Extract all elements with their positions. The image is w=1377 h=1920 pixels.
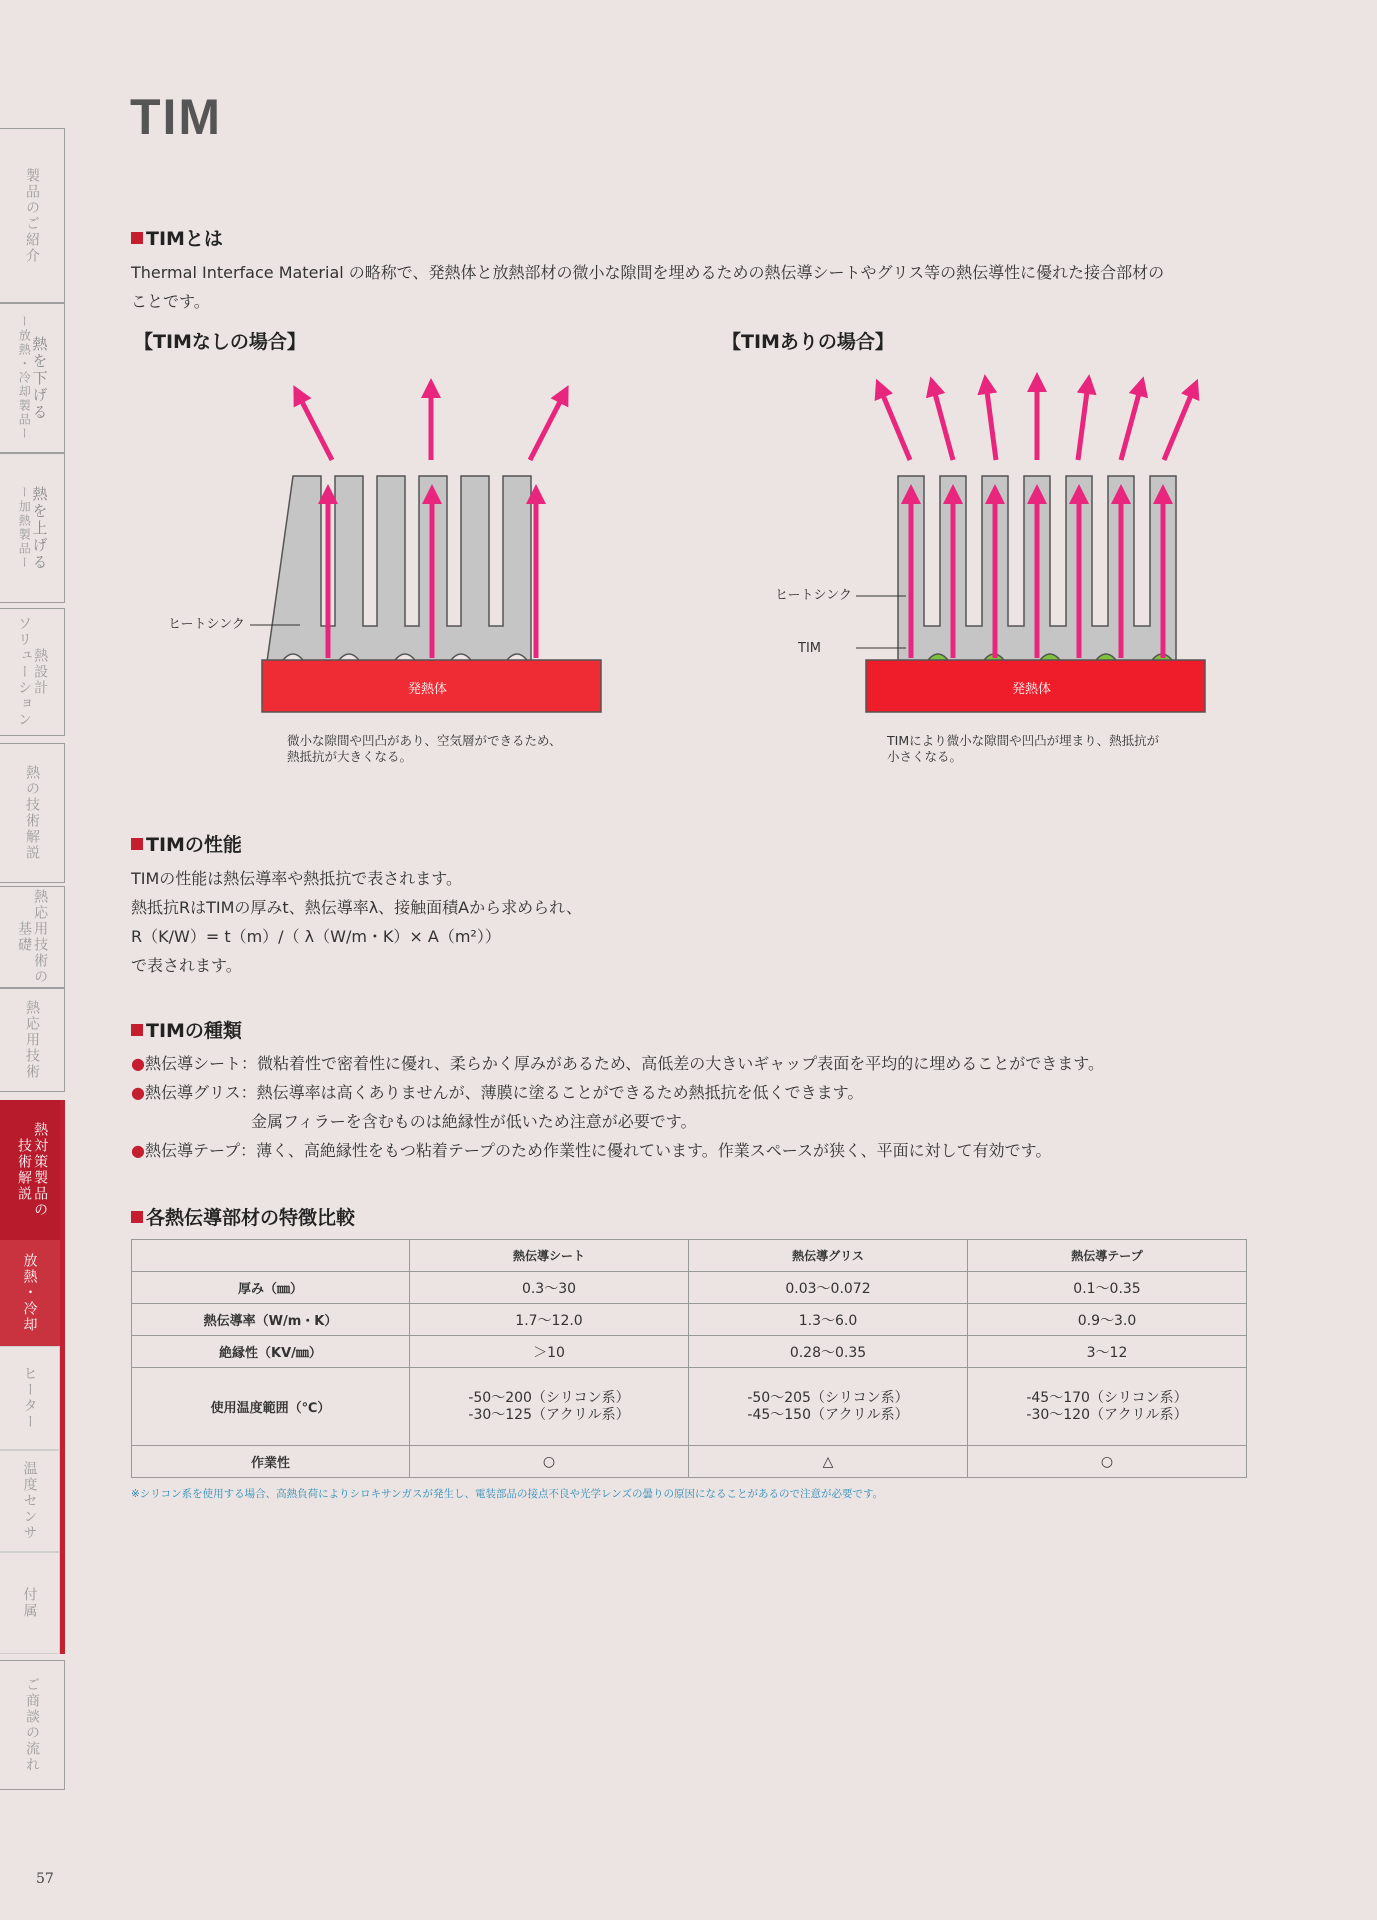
tab-cooling-products[interactable]: ー放熱・冷却製品ー 熱を下げる (0, 303, 65, 453)
side-index-tabs (0, 0, 70, 1920)
diagram-with-tim (740, 360, 1220, 720)
tab-products[interactable]: 製品のご紹介 (0, 128, 65, 303)
heat-source-label-left: 発熱体 (408, 682, 448, 697)
tab-thermal-design[interactable]: ソリューション 熱設計 (0, 608, 65, 736)
table-cell: ＞10 (410, 1336, 689, 1368)
table-cell: -50〜200（シリコン系） -30〜125（アクリル系） (410, 1368, 689, 1446)
heatsink-label-left: ヒートシンク (168, 617, 245, 632)
column-header-tape: 熱伝導テープ (968, 1240, 1247, 1272)
heading-square-icon (131, 838, 143, 850)
comparison-table (131, 1239, 1247, 1478)
bullet-icon: ● (131, 1141, 145, 1160)
tab-business-flow[interactable]: ご商談の流れ (0, 1660, 65, 1790)
page-title: TIM (130, 89, 223, 145)
table-row (132, 1368, 1247, 1446)
bullet-icon: ● (131, 1054, 145, 1073)
diagram-left-caption: 微小な隙間や凹凸があり、空気層ができるため、 熱抵抗が大きくなる。 (287, 733, 562, 764)
table-row (132, 1336, 1247, 1368)
row-header: 絶縁性（KV/㎜） (132, 1336, 410, 1368)
table-cell: -50〜205（シリコン系） -45〜150（アクリル系） (689, 1368, 968, 1446)
section-heading-performance: TIMの性能 (131, 830, 242, 857)
row-header: 厚み（㎜） (132, 1272, 410, 1304)
list-item: ●熱伝導テープ：薄く、高絶縁性をもつ粘着テープのため作業性に優れています。作業スペースが狭く、平面に対して有効です。 (131, 1141, 1052, 1160)
section-heading-comparison: 各熱伝導部材の特徴比較 (131, 1203, 355, 1230)
tab-countermeasure-tech[interactable]: 技術解説 熱対策製品の (0, 1100, 65, 1240)
table-cell: ○ (410, 1446, 689, 1478)
table-cell: 0.3〜30 (410, 1272, 689, 1304)
list-item: ●熱伝導シート：微粘着性で密着性に優れ、柔らかく厚みがあるため、高低差の大きいギャップ表面を平均的に埋めることができます。 (131, 1054, 1105, 1073)
tab-accessories[interactable]: 付属 (0, 1552, 60, 1654)
page-number: 57 (36, 1871, 54, 1887)
table-cell: 1.3〜6.0 (689, 1304, 968, 1336)
diagram-right-title: 【TIMありの場合】 (722, 331, 894, 353)
table-cell: △ (689, 1446, 968, 1478)
heatsink-label-right: ヒートシンク (775, 588, 852, 603)
section-heading-what-is-tim: TIMとは (131, 224, 223, 251)
diagram-right-caption: TIMにより微小な隙間や凹凸が埋まり、熱抵抗が 小さくなる。 (887, 733, 1160, 764)
table-cell: -45〜170（シリコン系） -30〜120（アクリル系） (968, 1368, 1247, 1446)
tim-label: TIM (798, 641, 821, 656)
table-footnote: ※シリコン系を使用する場合、高熱負荷によりシロキサンガスが発生し、電装部品の接点不良や光学レンズの曇りの原因になることがあるので注意が必要です。 (131, 1488, 884, 1500)
row-header: 使用温度範囲（℃） (132, 1368, 410, 1446)
table-cell: 3〜12 (968, 1336, 1247, 1368)
table-cell: ○ (968, 1446, 1247, 1478)
row-header: 作業性 (132, 1446, 410, 1478)
tab-heating-products[interactable]: ー加熱製品ー 熱を上げる (0, 453, 65, 603)
active-section-marker (60, 1100, 65, 1654)
list-item: ●熱伝導グリス：熱伝導率は高くありませんが、薄膜に塗ることができるため熱抵抗を低くできます。 (131, 1083, 864, 1102)
table-row (132, 1304, 1247, 1336)
row-header: 熱伝導率（W/m・K） (132, 1304, 410, 1336)
heading-square-icon (131, 1211, 143, 1223)
tab-temp-sensor[interactable]: 温度センサ (0, 1450, 60, 1552)
section1-text: Thermal Interface Material の略称で、発熱体と放熱部材の微小な隙間を埋めるための熱伝導シートやグリス等の熱伝導性に優れた接合部材の ことです。 (131, 263, 1165, 311)
column-header-sheet: 熱伝導シート (410, 1240, 689, 1272)
tab-thermal-applied[interactable]: 熱応用技術 (0, 988, 65, 1092)
tab-heater[interactable]: ヒーター (0, 1346, 60, 1450)
section2-text: TIMの性能は熱伝導率や熱抵抗で表されます。 熱抵抗RはTIMの厚みt、熱伝導率λ、接触面積Aから求められ、 R（K/W）= t（m）/（ λ（W/m・K）× A（m²）） で表されます。 (131, 869, 583, 975)
bullet-icon: ● (131, 1083, 145, 1102)
tab-cooling[interactable]: 放熱・冷却 (0, 1240, 60, 1346)
heading-square-icon (131, 1024, 143, 1036)
heat-source-label-right: 発熱体 (1012, 682, 1052, 697)
table-cell: 1.7〜12.0 (410, 1304, 689, 1336)
diagram-left-title: 【TIMなしの場合】 (134, 331, 306, 353)
table-header-empty (132, 1240, 410, 1272)
section-heading-types: TIMの種類 (131, 1016, 242, 1043)
column-header-grease: 熱伝導グリス (689, 1240, 968, 1272)
table-header-row (132, 1240, 1247, 1272)
tab-thermal-basics[interactable]: 基礎 熱応用技術の (0, 886, 65, 988)
heading-square-icon (131, 232, 143, 244)
table-cell: 0.9〜3.0 (968, 1304, 1247, 1336)
table-cell: 0.1〜0.35 (968, 1272, 1247, 1304)
heatsink-shape (265, 476, 531, 678)
table-cell: 0.03〜0.072 (689, 1272, 968, 1304)
tab-thermal-tech[interactable]: 熱の技術解説 (0, 743, 65, 883)
list-item-continuation: 金属フィラーを含むものは絶縁性が低いため注意が必要です。 (251, 1112, 697, 1131)
table-row (132, 1446, 1247, 1478)
table-cell: 0.28〜0.35 (689, 1336, 968, 1368)
table-row (132, 1272, 1247, 1304)
diagram-without-tim (140, 360, 620, 720)
section3-list (131, 1049, 1104, 1165)
